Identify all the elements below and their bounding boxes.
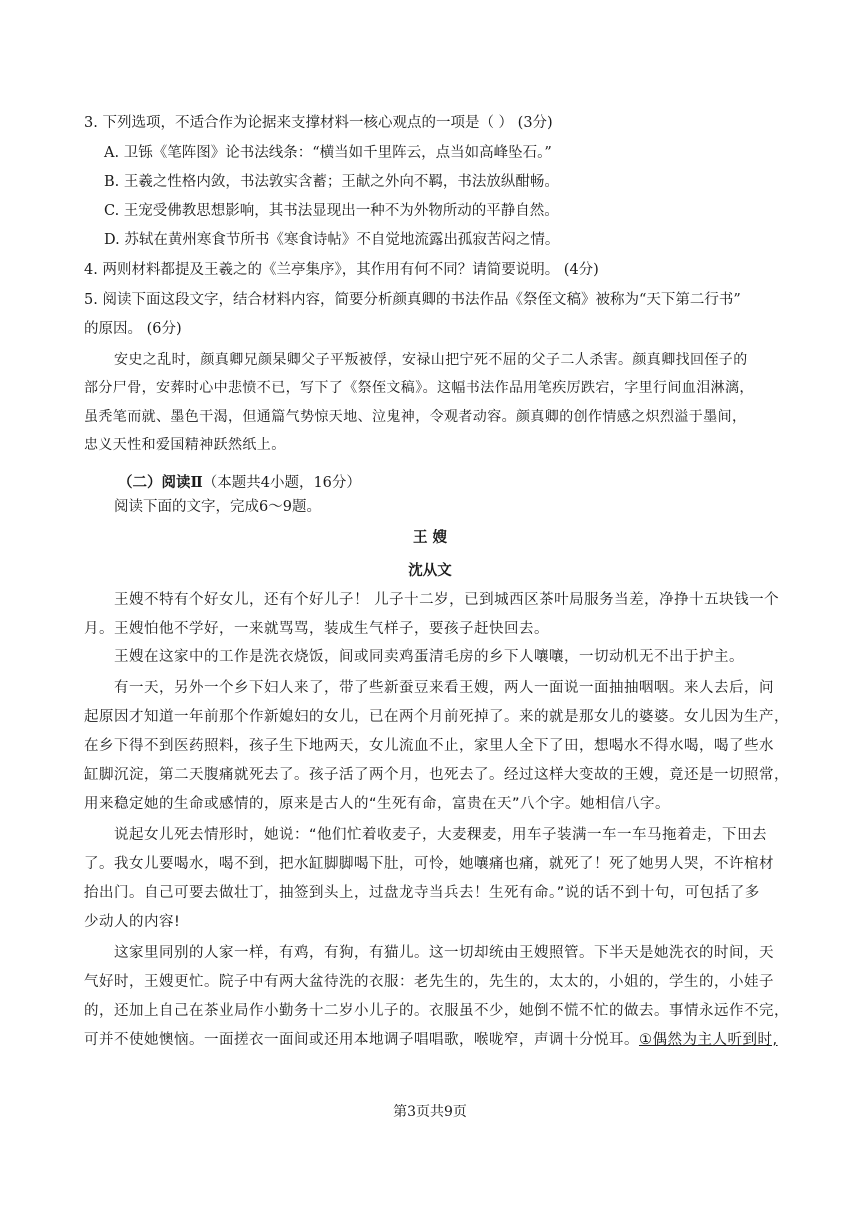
story-line-16 [84,1030,778,1050]
story-title: 王 嫂 [412,529,448,546]
story-line-2: 月。王嫂怕他不学好，一来就骂骂，装成生气样子，要孩子赶快回去。 [84,621,549,637]
underlined-sentence-1: ①偶然为主人听到时, [639,1032,778,1048]
question-3-option-c: C. 王宠受佛教思想影响，其书法显现出一种不为外物所动的平静自然。 [104,203,559,219]
section-heading-info: （本题共4小题，16分） [202,475,361,491]
story-line-5: 起原因才知道一年前那个作新媳妇的女儿，已在两个月前死掉了。来的就是那女儿的婆婆。女儿因为生产， [84,709,789,725]
section-heading-label: （二）阅读Ⅱ [118,474,203,491]
question-3-stem: 3. 下列选项，不适合作为论据来支撑材料一核心观点的一项是（ ） (3分) [84,115,553,131]
story-line-10: 了。我女儿要喝水，喝不到，把水缸脚脚喝下肚，可怜，她嚷痛也痛，就死了！死了她男人哭，不许棺材 [84,856,774,872]
story-line-16-text: 可并不使她懊恼。一面搓衣一面间或还用本地调子唱唱歌，喉咙窄，声调十分悦耳。 [84,1032,639,1048]
story-line-11: 抬出门。自己可要去做壮丁，抽签到头上，过盘龙寺当兵去！生死有命。”说的话不到十句，可包括了多 [84,885,760,901]
story-author: 沈从文 [408,562,452,579]
story-line-14: 气好时，王嫂更忙。院子中有两大盆待洗的衣服：老先生的，先生的，太太的，小姐的，学生的，小娃子 [84,974,774,990]
story-line-13: 这家里同别的人家一样，有鸡，有狗，有猫儿。这一切却统由王嫂照管。下半天是她洗衣的时间，天 [114,945,774,961]
story-line-4: 有一天，另外一个乡下妇人来了，带了些新蚕豆来看王嫂，两人一面说一面抽抽咽咽。来人去后，问 [114,680,774,696]
story-line-3: 王嫂在这家中的工作是洗衣烧饭，间或同卖鸡蛋清毛房的乡下人嚷嚷，一切动机无不出于护主。 [114,649,744,665]
question-3-option-d: D. 苏轼在黄州寒食节所书《寒食诗帖》不自觉地流露出孤寂苦闷之情。 [104,232,560,248]
question-5-line-2: 的原因。 (6分) [84,321,182,337]
question-3-option-a: A. 卫铄《笔阵图》论书法线条：“横当如千里阵云，点当如高峰坠石。” [104,145,552,161]
story-line-6: 在乡下得不到医药照料，孩子生下地两天，女儿流血不止，家里人全下了田，想喝水不得水喝，喝了些水 [84,738,774,754]
story-line-1: 王嫂不特有个好女儿，还有个好儿子！ 儿子十二岁，已到城西区茶叶局服务当差，净挣十五块钱一个 [114,592,780,608]
section-heading [118,473,361,493]
material-line-2: 部分尸骨，安葬时心中悲愤不已，写下了《祭侄文稿》。这幅书法作品用笔疾厉跌宕，字里行间血泪淋漓， [84,380,754,396]
material-line-3: 虽秃笔而就、墨色干渴，但通篇气势惊天地、泣鬼神，令观者动容。颜真卿的创作情感之炽烈溢于墨间， [84,409,747,425]
question-5-line-1: 5. 阅读下面这段文字，结合材料内容，简要分析颜真卿的书法作品《祭侄文稿》被称为“天下第二行书” [84,292,741,308]
story-line-12: 少动人的内容! [84,914,181,930]
question-3-option-b: B. 王羲之性格内敛，书法敦实含蓄；王献之外向不羁，书法放纵酣畅。 [104,174,559,190]
story-line-7: 缸脚沉淀，第二天腹痛就死去了。孩子活了两个月，也死去了。经过这样大变故的王嫂，竟还是一切照常， [84,767,789,783]
story-line-15: 的，还加上自己在茶业局作小勤务十二岁小儿子的。衣服虽不少，她倒不慌不忙的做去。事情永远作不完， [84,1003,789,1019]
story-line-9: 说起女儿死去情形时，她说：“他们忙着收麦子，大麦稞麦，用车子装满一车一车马拖着走，下田去 [114,827,768,843]
story-line-8: 用来稳定她的生命或感情的，原来是古人的“生死有命，富贵在天”八个字。她相信八字。 [84,796,671,812]
material-line-1: 安史之乱时，颜真卿兄颜杲卿父子平叛被俘，安禄山把宁死不屈的父子二人杀害。颜真卿找回侄子的 [114,352,748,368]
material-line-4: 忠义天性和爱国精神跃然纸上。 [84,437,286,453]
page-number: 第3页共9页 [393,1104,467,1120]
question-4: 4. 两则材料都提及王羲之的《兰亭集序》，其作用有何不同？请简要说明。 (4分) [84,262,599,278]
section-instruction: 阅读下面的文字，完成6～9题。 [114,499,321,515]
